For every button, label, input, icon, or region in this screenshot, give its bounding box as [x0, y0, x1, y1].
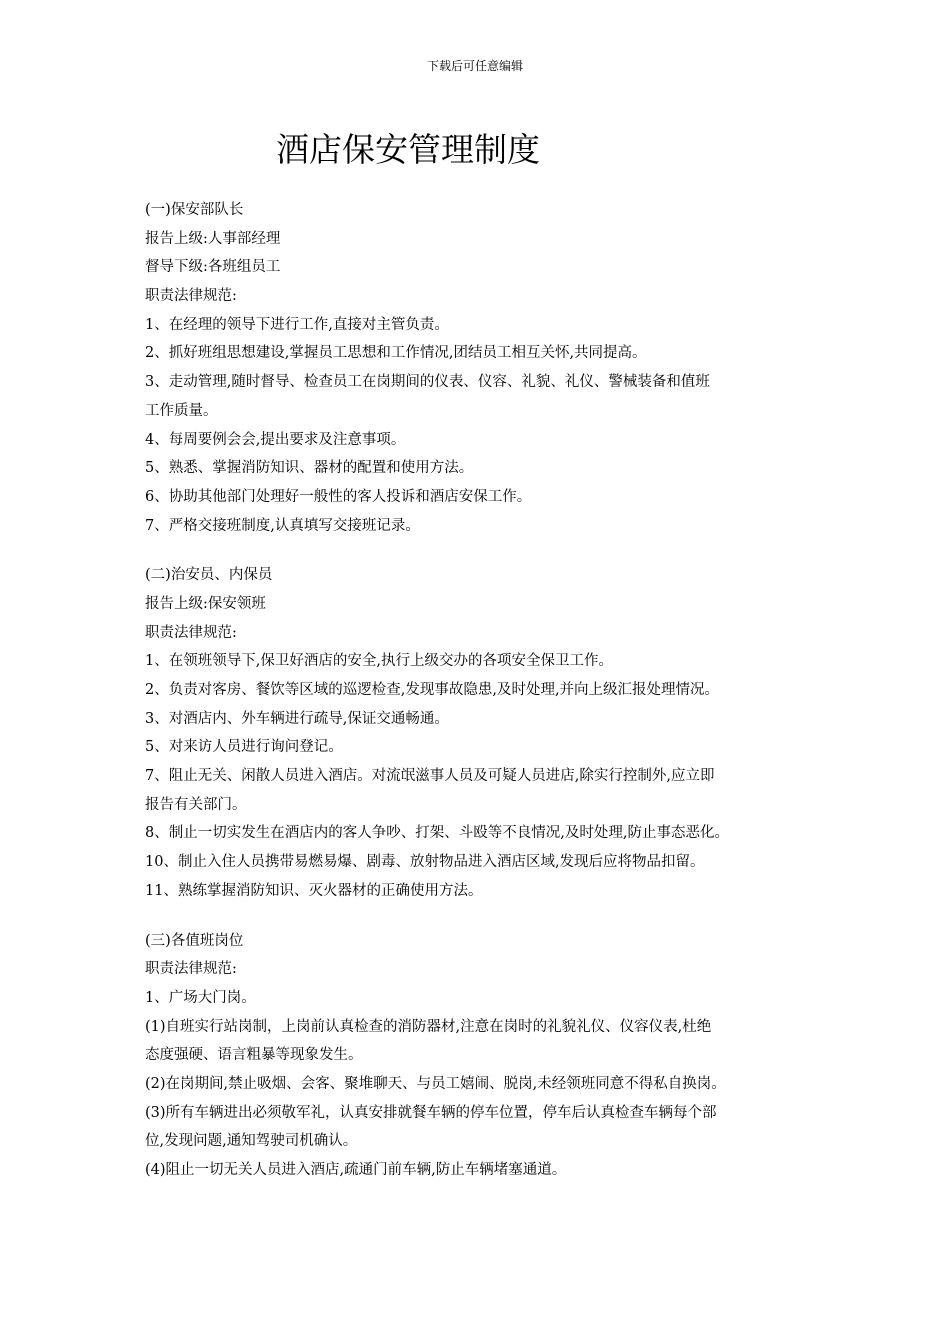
header-note: 下载后可任意编辑	[426, 59, 523, 73]
text-line: 报告有关部门。	[145, 796, 247, 813]
text-line: 3、对酒店内、外车辆进行疏导,保证交通畅通。	[145, 710, 449, 727]
text-line: 职责法律规范:	[145, 961, 237, 978]
text-line: (4)阻止一切无关人员进入酒店,疏通门前车辆,防止车辆堵塞通道。	[145, 1162, 567, 1178]
text-line: 态度强硬、语言粗暴等现象发生。	[145, 1047, 363, 1064]
section-heading: (三)各值班岗位	[145, 932, 244, 949]
text-line: 3、走动管理,随时督导、检查员工在岗期间的仪表、仪容、礼貌、礼仪、警械装备和值班	[145, 374, 710, 391]
text-line: 2、负责对客房、餐饮等区域的巡逻检查,发现事故隐患,及时处理,并向上级汇报处理情况。	[145, 682, 720, 698]
text-line: 1、广场大门岗。	[145, 989, 256, 1006]
text-line: 5、熟悉、掌握消防知识、器材的配置和使用方法。	[145, 460, 474, 477]
text-line: (2)在岗期间,禁止吸烟、会客、聚堆聊天、与员工嬉闹、脱岗,未经领班同意不得私自换岗。	[145, 1075, 726, 1092]
section-team-leader	[145, 196, 825, 540]
section-heading: (一)保安部队长	[145, 202, 244, 218]
section-heading: (二)治安员、内保员	[145, 567, 273, 584]
page-title: 酒店保安管理制度	[276, 130, 540, 169]
text-line: 7、严格交接班制度,认真填写交接班记录。	[145, 517, 420, 534]
text-line: 1、在经理的领导下进行工作,直接对主管负责。	[145, 316, 449, 333]
text-line: 1、在领班领导下,保卫好酒店的安全,执行上级交办的各项安全保卫工作。	[145, 653, 613, 670]
text-line: 2、抓好班组思想建设,掌握员工思想和工作情况,团结员工相互关怀,共同提高。	[145, 345, 647, 362]
text-line: 4、每周要例会会,提出要求及注意事项。	[145, 431, 406, 448]
text-line: 6、协助其他部门处理好一般性的客人投诉和酒店安保工作。	[145, 488, 532, 505]
text-line: 5、对来访人员进行询问登记。	[145, 739, 343, 756]
section-security-staff	[145, 561, 825, 905]
text-line: 职责法律规范:	[145, 288, 237, 305]
text-line: 11、熟练掌握消防知识、灭火器材的正确使用方法。	[145, 882, 483, 899]
text-line: 7、阻止无关、闲散人员进入酒店。对流氓滋事人员及可疑人员进店,除实行控制外,应立即	[145, 768, 715, 785]
text-line: 位,发现问题,通知驾驶司机确认。	[145, 1133, 358, 1150]
document-body	[145, 196, 825, 1185]
text-line: 报告上级:保安领班	[145, 595, 266, 612]
text-line: (1)自班实行站岗制，上岗前认真检查的消防器材,注意在岗时的礼貌礼仪、仪容仪表,杜绝	[145, 1018, 712, 1035]
text-line: 督导下级:各班组员工	[145, 259, 281, 276]
text-line: 10、制止入住人员携带易燃易爆、剧毒、放射物品进入酒店区域,发现后应将物品扣留。	[145, 854, 705, 871]
text-line: 报告上级:人事部经理	[145, 230, 281, 247]
section-spacer	[145, 906, 825, 927]
text-line: 工作质量。	[145, 402, 218, 419]
text-line: 职责法律规范:	[145, 624, 237, 641]
text-line: (3)所有车辆进出必须敬军礼，认真安排就餐车辆的停车位置，停车后认真检查车辆每个部	[145, 1104, 717, 1121]
section-spacer	[145, 540, 825, 561]
section-duty-posts	[145, 927, 825, 1185]
text-line: 8、制止一切实发生在酒店内的客人争吵、打架、斗殴等不良情况,及时处理,防止事态恶化。	[145, 825, 729, 842]
